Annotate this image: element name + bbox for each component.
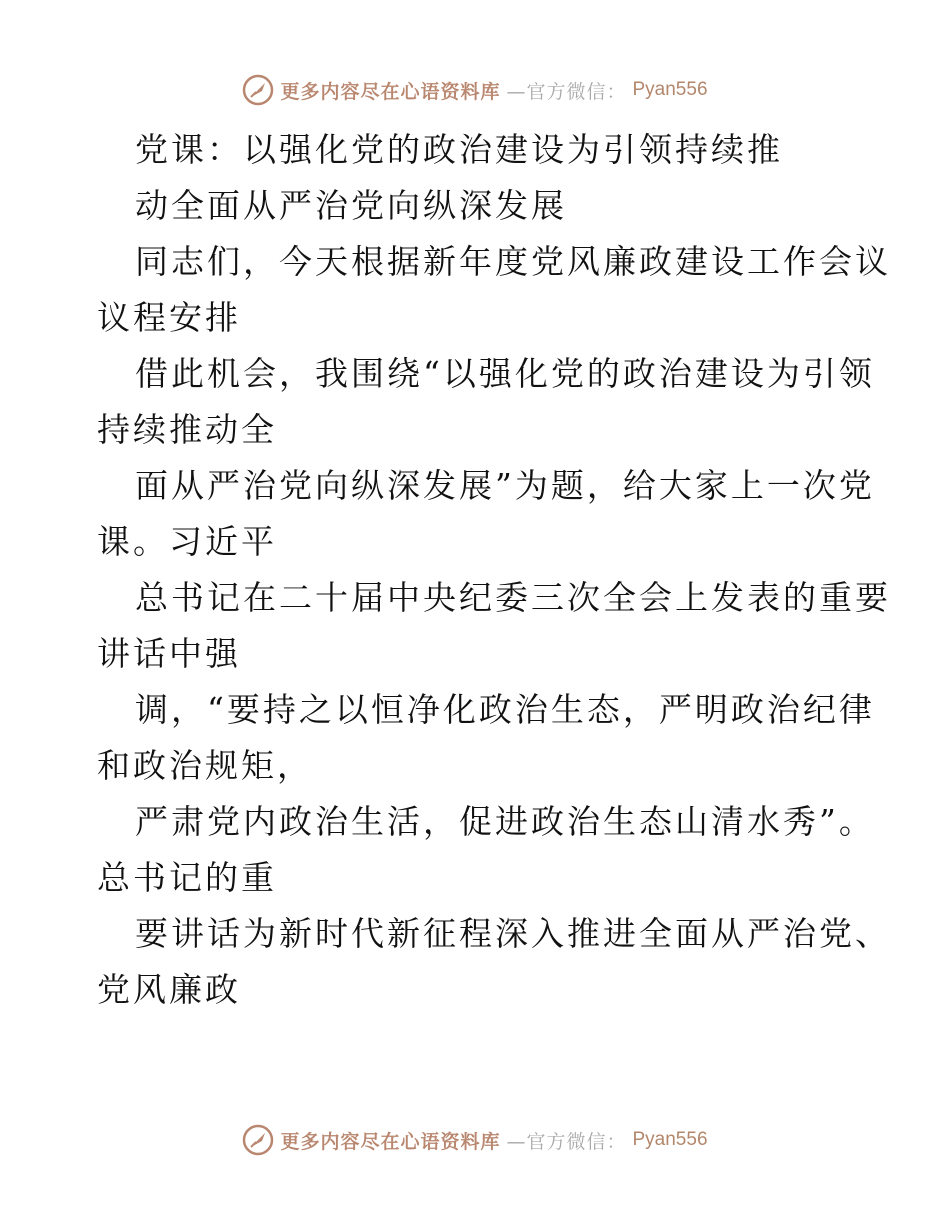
document-body <box>97 122 891 1018</box>
watermark-official-label: —官方微信： <box>506 80 627 103</box>
paragraph-line: 讲话中强 <box>97 634 241 673</box>
paragraph-line: 议程安排 <box>97 298 241 337</box>
watermark-brand-text: 更多内容尽在心语资料库 <box>280 80 501 103</box>
paragraph-line: 面从严治党向纵深发展”为题，给大家上一次党 <box>135 466 875 505</box>
paragraph-line: 总书记的重 <box>97 858 277 897</box>
paragraph-line: 调，“要持之以恒净化政治生态，严明政治纪律 <box>135 690 875 729</box>
paragraph-line: 和政治规矩， <box>97 746 313 785</box>
watermark-brand-text: 更多内容尽在心语资料库 <box>280 1130 501 1153</box>
watermark-wechat-id: Pyan556 <box>632 79 708 100</box>
watermark-official-label: —官方微信： <box>506 1130 627 1153</box>
document-title-line: 动全面从严治党向纵深发展 <box>135 186 567 225</box>
paragraph-line: 持续推动全 <box>97 410 277 449</box>
header-watermark <box>0 72 950 108</box>
paragraph-line: 严肃党内政治生活，促进政治生态山清水秀”。 <box>135 802 875 841</box>
paragraph-line: 总书记在二十届中央纪委三次全会上发表的重要 <box>135 578 891 617</box>
watermark-wechat-id: Pyan556 <box>632 1129 708 1150</box>
footer-watermark <box>0 1122 950 1158</box>
paragraph-line: 党风廉政 <box>97 970 241 1009</box>
quill-logo-icon <box>242 1124 274 1156</box>
paragraph-line: 借此机会，我围绕“以强化党的政治建设为引领 <box>135 354 875 393</box>
document-title-line: 党课：以强化党的政治建设为引领持续推 <box>135 130 783 169</box>
paragraph-line: 要讲话为新时代新征程深入推进全面从严治党、 <box>135 914 891 953</box>
paragraph-line: 课。习近平 <box>97 522 277 561</box>
quill-logo-icon <box>242 74 274 106</box>
paragraph-line: 同志们，今天根据新年度党风廉政建设工作会议 <box>135 242 891 281</box>
